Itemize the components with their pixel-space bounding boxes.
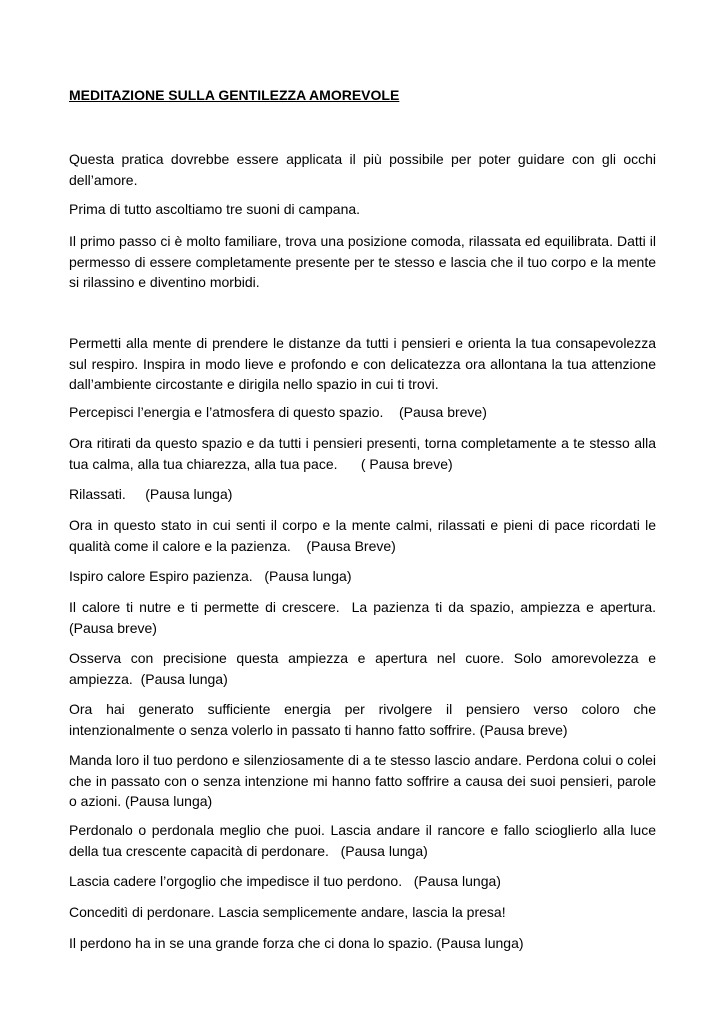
- paragraph-perceive-space: Percepisci l’energia e l’atmosfera di questo spazio. (Pausa breve): [69, 404, 487, 420]
- paragraph-withdraw: Ora ritirati da questo spazio e da tutti i pensieri presenti, torna completamente a te stesso alla tua calma, alla tua chiarezza, alla tua pace. ( Pausa breve): [69, 435, 660, 472]
- paragraph-first-step: Il primo passo ci è molto familiare, trova una posizione comoda, rilassata ed equilibrata. Datti il permesso di essere completamente presente per te stesso e lascia che il tuo corpo e la mente si rilassino e diventino morbidi.: [69, 233, 660, 290]
- paragraph-bells: Prima di tutto ascoltiamo tre suoni di campana.: [69, 201, 361, 217]
- paragraph-qualities: Ora in questo stato in cui senti il corpo e la mente calmi, rilassati e pieni di pace ricordati le qualità come il calore e la pazienza. (Pausa Breve): [69, 517, 660, 554]
- paragraph-release-rancor: Perdonalo o perdonala meglio che puoi. Lascia andare il rancore e fallo scioglierlo alla luce della tua crescente capacità di perdonare. (Pausa lunga): [69, 822, 660, 859]
- paragraph-pride: Lascia cadere l’orgoglio che impedisce il tuo perdono. (Pausa lunga): [69, 873, 501, 889]
- document-title: MEDITAZIONE SULLA GENTILEZZA AMOREVOLE: [69, 87, 400, 103]
- paragraph-breathing-words: Ispiro calore Espiro pazienza. (Pausa lunga): [69, 568, 352, 584]
- paragraph-relax: Rilassati. (Pausa lunga): [69, 486, 233, 502]
- paragraph-breath: Permetti alla mente di prendere le distanze da tutti i pensieri e orienta la tua consapevolezza sul respiro. Inspira in modo lieve e profondo e con delicatezza ora allontana la tua attenzione dall’ambiente circostante e dirigila nello spazio in cui ti trovi.: [69, 335, 660, 392]
- document-page: [69, 0, 660, 1024]
- paragraph-observe: Osserva con precisione questa ampiezza e apertura nel cuore. Solo amorevolezza e ampiezza. (Pausa lunga): [69, 650, 660, 687]
- paragraph-power: Il perdono ha in se una grande forza che ci dona lo spazio. (Pausa lunga): [69, 935, 524, 951]
- paragraph-intro: Questa pratica dovrebbe essere applicata il più possibile per poter guidare con gli occhi dell’amore.: [69, 151, 660, 188]
- paragraph-forgiveness: Manda loro il tuo perdono e silenziosamente di a te stesso lascio andare. Perdona colui o colei che in passato con o senza intenzione mi hanno fatto soffrire a causa dei suoi pensieri, parole o azioni. (Pausa lunga): [69, 752, 660, 809]
- paragraph-energy: Ora hai generato sufficiente energia per rivolgere il pensiero verso coloro che intenzionalmente o senza volerlo in passato ti hanno fatto soffrire. (Pausa breve): [69, 701, 660, 738]
- paragraph-warmth-patience: Il calore ti nutre e ti permette di crescere. La pazienza ti da spazio, ampiezza e apertura.(Pausa breve): [69, 599, 656, 636]
- paragraph-allow: Conceditì di perdonare. Lascia semplicemente andare, lascia la presa!: [69, 904, 506, 920]
